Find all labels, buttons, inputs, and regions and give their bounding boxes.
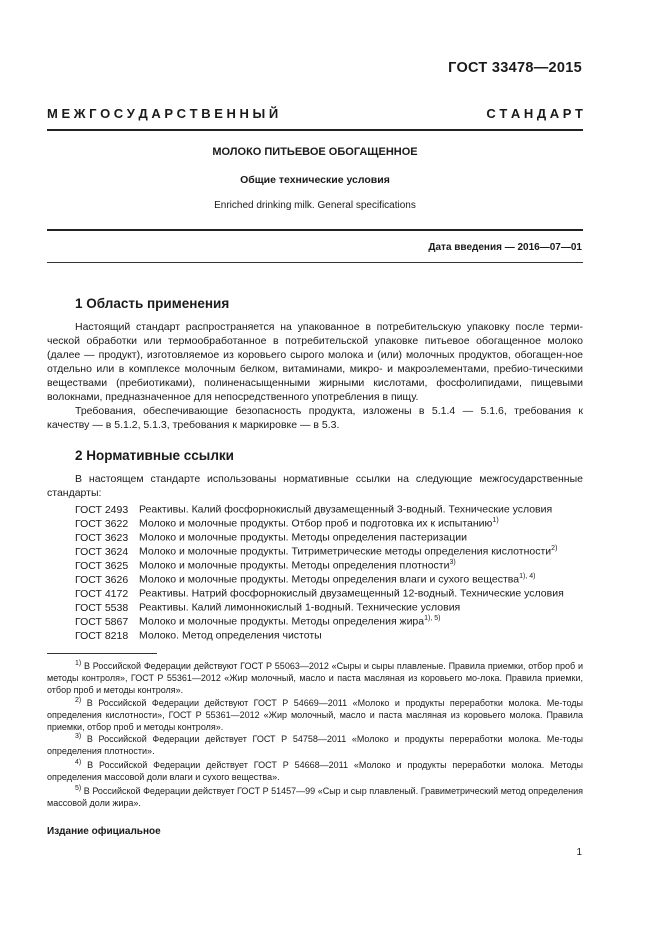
top-rule [47,129,583,131]
footnote-text: В Российской Федерации действует ГОСТ Р 54758—2011 «Молоко и продукты переработки молока. Ме-тоды определения плотности». [47,734,583,756]
footnote-mark: 3) [75,733,82,740]
reference-text: Молоко и молочные продукты. Титриметрические методы определения кислотности [139,545,552,558]
reference-text: Молоко и молочные продукты. Отбор проб и подготовка их к испытанию [139,517,493,530]
footnote-text: В Российской Федерации действуют ГОСТ Р 55063—2012 «Сыры и сыры плавленые. Правила приемки, отбор проб и методы контроля», ГОСТ Р 55361—2012 «Жир молочный, масло и паста масляная из коровьего мо-лока. Правила приемки, отбор проб и методы контроля». [47,661,583,695]
date-rule [47,262,583,263]
document-title: МОЛОКО ПИТЬЕВОЕ ОБОГАЩЕННОЕ [212,146,418,158]
english-title: Enriched drinking milk. General specifications [214,200,416,211]
section-1-heading: 1 Область применения [75,296,230,311]
reference-text: Молоко и молочные продукты. Методы определения пастеризации [139,531,467,544]
section-1-paragraph-2: Требования, обеспечивающие безопасность продукта, изложены в 5.1.4 — 5.1.6, требования к качеству — в 5.1.2, 5.1.3, требования к маркировке — в 5.3. [47,405,583,431]
reference-code: ГОСТ 2493 [75,503,129,516]
standard-number: ГОСТ 33478—2015 [448,60,582,76]
reference-footnote-mark: 2) [551,545,558,552]
footnote-separator [47,653,157,654]
interstate-standard-banner [47,106,583,121]
reference-text: Реактивы. Калий фосфорнокислый двузамещенный 3-водный. Технические условия [139,503,553,516]
reference-code: ГОСТ 3626 [75,573,129,586]
section-1-paragraph-1: Настоящий стандарт распространяется на упакованное в потребительскую упаковку после терми-ческой обработки или термообработанное в потребительской упаковке питьевое обогащенное молоко (далее — продукт), изготовляемое из коровьего сырого молока и (или) молочных продуктов, обогащен-ное отдельно или в комплексе молочным белком, витаминами, микро- и макроэлементами, пребио-тическими веществами (пребиотиками), полиненасыщенными жирными кислотами, фосфолипидами, пищевыми волокнами, предназначенное для непосредственного употребления в пищу. [47,321,583,403]
footnote-mark: 4) [75,759,82,766]
title-bottom-rule [47,229,583,231]
footnote-text: В Российской Федерации действуют ГОСТ Р 54669—2011 «Молоко и продукты переработки молока. Ме-тоды определения кислотности», ГОСТ Р 55361—2012 «Жир молочный, масло и паста масляная из коровьего молока. Правила приемки, отбор проб и методы контроля». [47,698,583,732]
reference-footnote-mark: 3) [449,559,456,566]
reference-code: ГОСТ 5867 [75,615,129,628]
official-edition-label: Издание официальное [47,826,161,837]
reference-footnote-mark: 1), 4) [519,573,536,580]
footnote [47,757,583,783]
page-number: 1 [576,847,582,858]
section-2-intro: В настоящем стандарте использованы нормативные ссылки на следующие межгосударственные стандарты: [47,473,583,499]
section-2-heading: 2 Нормативные ссылки [75,448,234,463]
banner-word-standard: С Т А Н Д А Р Т [486,106,583,121]
reference-text: Молоко и молочные продукты. Методы определения влаги и сухого вещества [139,573,520,586]
reference-text: Молоко и молочные продукты. Методы определения жира [139,615,425,628]
reference-footnote-mark: 1) [492,517,499,524]
reference-text: Молоко и молочные продукты. Методы определения плотности [139,559,450,572]
banner-word-interstate: М Е Ж Г О С У Д А Р С Т В Е Н Н Ы Й [47,106,279,121]
reference-footnote-mark: 1), 5) [424,615,441,622]
footnote [47,658,583,696]
reference-code: ГОСТ 3625 [75,559,129,572]
footnote-mark: 5) [75,785,82,792]
reference-text: Реактивы. Натрий фосфорнокислый двузамещенный 12-водный. Технические условия [139,587,564,600]
reference-code: ГОСТ 3623 [75,531,129,544]
reference-text: Молоко. Метод определения чистоты [139,629,322,642]
footnote-text: В Российской Федерации действует ГОСТ Р 54668—2011 «Молоко и продукты переработки молока. Методы определения массовой доли влаги и сухого вещества». [47,760,583,782]
reference-text: Реактивы. Калий лимоннокислый 1-водный. Технические условия [139,601,461,614]
footnote [47,731,583,757]
footnote [47,783,583,809]
footnote-text: В Российской Федерации действует ГОСТ Р 51457—99 «Сыр и сыр плавленый. Гравиметрический метод определения массовой доли жира». [47,786,583,808]
reference-code: ГОСТ 4172 [75,587,129,600]
reference-code: ГОСТ 3622 [75,517,129,530]
footnote [47,695,583,733]
footnote-mark: 1) [75,660,82,667]
footnote-mark: 2) [75,697,82,704]
reference-code: ГОСТ 3624 [75,545,129,558]
effective-date: Дата введения — 2016—07—01 [428,242,582,253]
reference-code: ГОСТ 5538 [75,601,129,614]
reference-item [75,626,585,643]
reference-code: ГОСТ 8218 [75,629,129,642]
document-subtitle: Общие технические условия [240,174,390,186]
